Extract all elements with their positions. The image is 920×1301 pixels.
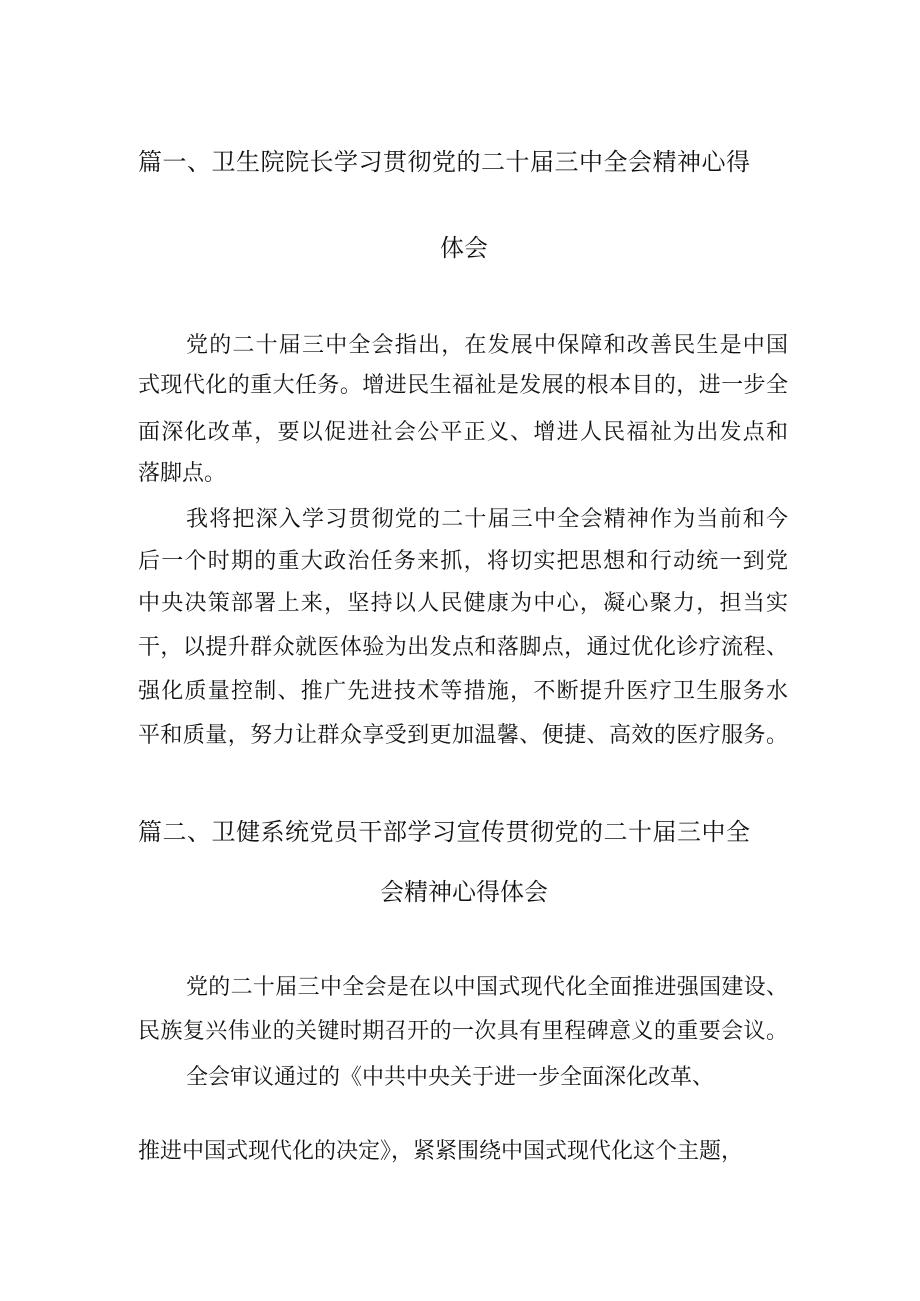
section1-p1-line4: 落脚点。 xyxy=(138,461,227,486)
section1-p2-line1: 我将把深入学习贯彻党的二十届三中全会精神作为当前和今 xyxy=(186,507,788,532)
section1-title-line2: 体会 xyxy=(440,234,488,262)
section1-title-line1: 篇一、卫生院院长学习贯彻党的二十届三中全会精神心得 xyxy=(138,148,751,176)
section1-p2-line2: 后一个时期的重大政治任务来抓，将切实把思想和行动统一到党 xyxy=(138,549,788,574)
section1-p1-line1: 党的二十届三中全会指出，在发展中保障和改善民生是中国 xyxy=(186,333,788,358)
section1-p2-line3: 中央决策部署上来，坚持以人民健康为中心，凝心聚力，担当实 xyxy=(138,591,788,616)
section1-p2-line5: 强化质量控制、推广先进技术等措施，不断提升医疗卫生服务水 xyxy=(138,679,788,704)
section1-p1-line2: 式现代化的重大任务。增进民生福祉是发展的根本目的，进一步全 xyxy=(138,373,788,398)
section1-p1-line3: 面深化改革，要以促进社会公平正义、增进人民福祉为出发点和 xyxy=(138,420,788,445)
section1-p2-line4: 干，以提升群众就医体验为出发点和落脚点，通过优化诊疗流程、 xyxy=(138,635,788,660)
section2-p2-line2: 推进中国式现代化的决定》，紧紧围绕中国式现代化这个主题， xyxy=(138,1139,744,1164)
section2-title-line2: 会精神心得体会 xyxy=(380,878,548,906)
section2-title-line1: 篇二、卫健系统党员干部学习宣传贯彻党的二十届三中全 xyxy=(138,818,751,846)
section1-p2-line6: 平和质量，努力让群众享受到更加温馨、便捷、高效的医疗服务。 xyxy=(138,723,788,748)
section2-p2-line1: 全会审议通过的《中共中央关于进一步全面深化改革、 xyxy=(186,1065,715,1090)
section2-p1-line1: 党的二十届三中全会是在以中国式现代化全面推进强国建设、 xyxy=(186,975,788,1000)
section2-p1-line2: 民族复兴伟业的关键时期召开的一次具有里程碑意义的重要会议。 xyxy=(138,1019,788,1044)
